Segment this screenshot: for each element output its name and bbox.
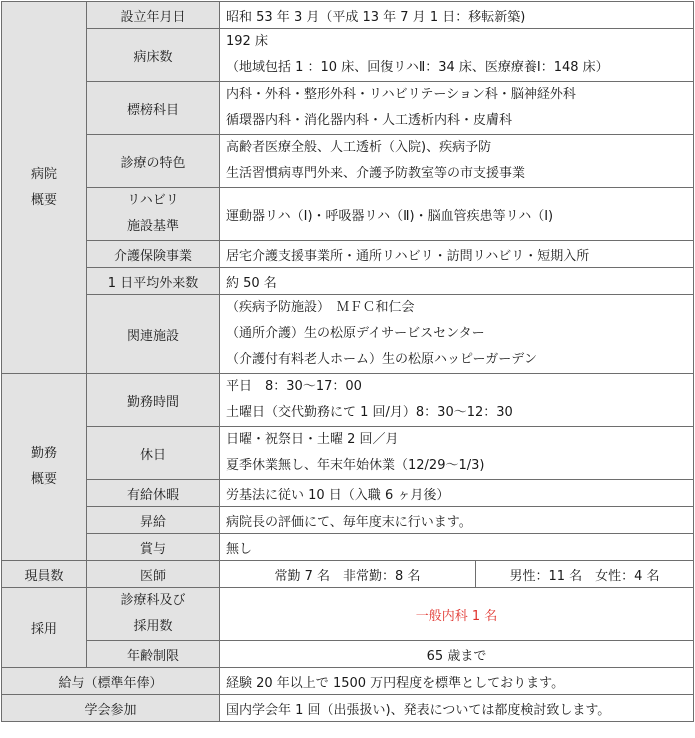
value-established: 昭和 53 年 3 月（平成 13 年 7 月 1 日：移転新築) — [220, 2, 694, 29]
table-row — [2, 507, 694, 534]
value-doctor-counts: 常勤 7 名 非常勤：8 名 — [220, 561, 476, 588]
label-rehab-standards: リハビリ 施設基準 — [87, 188, 220, 241]
value-raise: 病院長の評価にて、毎年度末に行います。 — [220, 507, 694, 534]
category-recruitment: 採用 — [2, 588, 87, 668]
label-care-insurance: 介護保険事業 — [87, 241, 220, 268]
table-row — [2, 427, 694, 480]
table-row — [2, 295, 694, 374]
label-paid-leave: 有給休暇 — [87, 480, 220, 507]
label-raise: 昇給 — [87, 507, 220, 534]
table-row — [2, 561, 694, 588]
value-beds: 192 床 （地域包括 1 ：10 床、回復リハⅡ：34 床、医療療養Ⅰ：148 床） — [220, 29, 694, 82]
label-daily-outpatients: 1 日平均外来数 — [87, 268, 220, 295]
table-row — [2, 534, 694, 561]
recruitment-info-table — [1, 1, 694, 722]
label-salary: 給与（標準年俸） — [2, 668, 220, 695]
value-salary: 経験 20 年以上で 1500 万円程度を標準としております。 — [220, 668, 694, 695]
label-established: 設立年月日 — [87, 2, 220, 29]
label-bonus: 賞与 — [87, 534, 220, 561]
table-row — [2, 588, 694, 641]
value-conference: 国内学会年 1 回（出張扱い)、発表については都度検討致します。 — [220, 695, 694, 722]
value-bonus: 無し — [220, 534, 694, 561]
table-row — [2, 241, 694, 268]
label-holidays: 休日 — [87, 427, 220, 480]
label-age-limit: 年齢制限 — [87, 641, 220, 668]
value-doctor-gender: 男性：11 名 女性：4 名 — [476, 561, 694, 588]
table-row — [2, 82, 694, 135]
label-work-hours: 勤務時間 — [87, 374, 220, 427]
table-row — [2, 695, 694, 722]
value-related-facilities: （疾病予防施設） ＭＦＣ和仁会 （通所介護）生の松原デイサービスセンター （介護付有料老人ホーム）生の松原ハッピーガーデン — [220, 295, 694, 374]
value-departments: 内科・外科・整形外科・リハビリテーション科・脳神経外科 循環器内科・消化器内科・人工透析内科・皮膚科 — [220, 82, 694, 135]
value-features: 高齢者医療全般、人工透析（入院)、疾病予防 生活習慣病専門外来、介護予防教室等の市支援事業 — [220, 135, 694, 188]
table-row — [2, 268, 694, 295]
value-holidays: 日曜・祝祭日・土曜 2 回／月 夏季休業無し、年末年始休業（12/29〜1/3) — [220, 427, 694, 480]
category-hospital-overview: 病院 概要 — [2, 2, 87, 374]
value-paid-leave: 労基法に従い 10 日（入職 6 ヶ月後） — [220, 480, 694, 507]
table-row — [2, 2, 694, 29]
label-recruit-dept: 診療科及び 採用数 — [87, 588, 220, 641]
value-daily-outpatients: 約 50 名 — [220, 268, 694, 295]
value-age-limit: 65 歳まで — [220, 641, 694, 668]
value-rehab-standards: 運動器リハ（Ⅰ)・呼吸器リハ（Ⅱ)・脳血管疾患等リハ（Ⅰ) — [220, 188, 694, 241]
table-row — [2, 641, 694, 668]
value-recruit-dept: 一般内科 1 名 — [220, 588, 694, 641]
label-beds: 病床数 — [87, 29, 220, 82]
category-current-staff: 現員数 — [2, 561, 87, 588]
category-work-overview: 勤務 概要 — [2, 374, 87, 561]
label-conference: 学会参加 — [2, 695, 220, 722]
table-row — [2, 29, 694, 82]
table-row — [2, 668, 694, 695]
table-row — [2, 135, 694, 188]
label-departments: 標榜科目 — [87, 82, 220, 135]
table-row — [2, 188, 694, 241]
label-related-facilities: 関連施設 — [87, 295, 220, 374]
table-row — [2, 480, 694, 507]
label-doctors: 医師 — [87, 561, 220, 588]
label-features: 診療の特色 — [87, 135, 220, 188]
value-work-hours: 平日 8：30〜17：00 土曜日（交代勤務にて 1 回/月）8：30〜12：30 — [220, 374, 694, 427]
value-care-insurance: 居宅介護支援事業所・通所リハビリ・訪問リハビリ・短期入所 — [220, 241, 694, 268]
table-row — [2, 374, 694, 427]
